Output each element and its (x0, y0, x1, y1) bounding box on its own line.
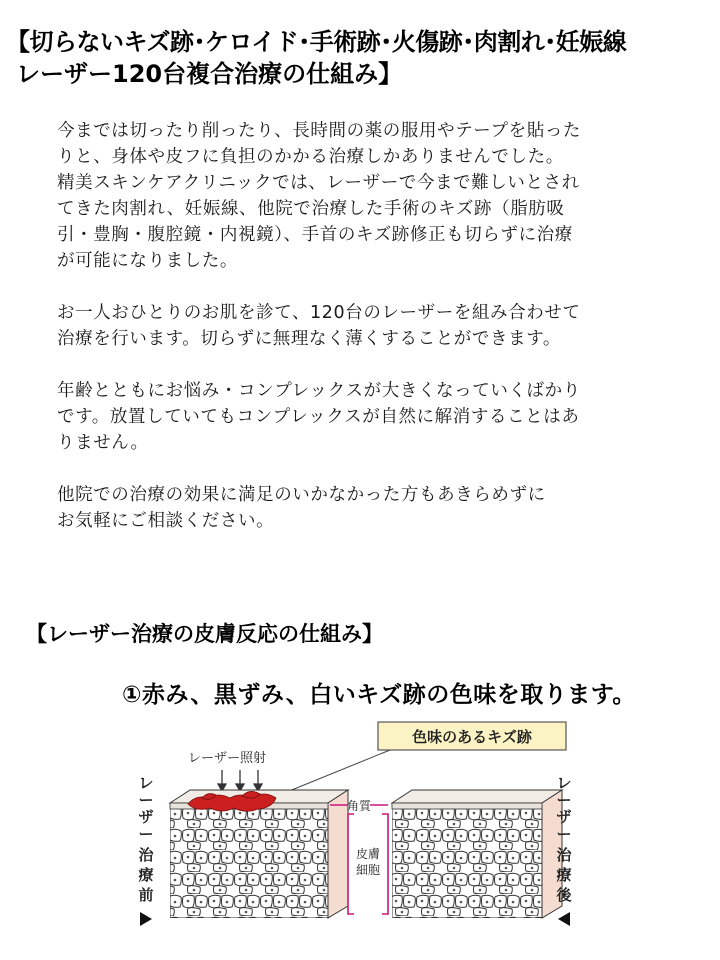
intro-paragraph-2 (57, 300, 677, 352)
text-line: 精美スキンケアクリニックでは、レーザーで今まで難しいとされ (57, 173, 580, 193)
text-line: りません。 (57, 433, 149, 453)
text-line: 今までは切ったり削ったり、長時間の薬の服用やテープを貼った (57, 121, 582, 141)
before-label-char: ー (138, 791, 154, 809)
callout (269, 722, 566, 801)
after-label-char: レ (556, 774, 572, 792)
after-label-char: 治 (556, 846, 572, 864)
intro-paragraph-1 (57, 118, 677, 274)
after-label (555, 774, 572, 926)
text-line: お一人おひとりのお肌を診て、120台のレーザーを組み合わせて (57, 303, 581, 323)
play-left-icon (558, 912, 570, 926)
text-line: てきた肉割れ、妊娠線、他院で治療した手術のキズ跡（脂肪吸 (57, 199, 565, 219)
text-line: 治療を行います。切らずに無理なく薄くすることができます。 (57, 329, 561, 349)
intro-paragraph-4 (57, 482, 677, 534)
callout-label: 色味のあるキズ跡 (412, 728, 532, 746)
layer-stratum-label: 角質 (346, 799, 372, 813)
before-label-char: ー (138, 825, 154, 843)
laser-arrows (218, 770, 262, 791)
text-line: が可能になりました。 (57, 251, 238, 271)
layer-cells-label-1: 皮膚 (355, 847, 381, 861)
text-line: 年齢とともにお悩み・コンプレックスが大きくなっていくばかり (57, 381, 581, 401)
after-label-char: ザ (556, 808, 572, 826)
before-label-char: ザ (138, 808, 154, 826)
step-1-heading: ①赤み、黒ずみ、白いキズ跡の色味を取ります。 (122, 682, 636, 708)
skin-diagram (130, 718, 580, 948)
page-title-line-1: 【切らないキズ跡･ケロイド･手術跡･火傷跡･肉割れ･妊娠線 (6, 28, 627, 56)
text-line: 他院での治療の効果に満足のいかなかった方もあきらめずに (57, 485, 546, 505)
intro-text (57, 118, 677, 560)
play-right-icon (140, 912, 152, 926)
before-label-char: レ (138, 774, 154, 792)
before-label-char: 療 (138, 866, 154, 884)
laser-label: レーザー照射 (188, 751, 267, 766)
after-label-char: 後 (556, 886, 572, 904)
after-label-char: ー (556, 825, 572, 843)
before-label (138, 774, 154, 926)
layer-cells-label-2: 細胞 (355, 863, 381, 877)
after-label-char: 療 (556, 866, 572, 884)
skin-diagram-svg (130, 718, 580, 948)
skin-block-after (392, 790, 562, 918)
before-label-char: 前 (138, 886, 154, 904)
before-label-char: 治 (138, 846, 154, 864)
section-heading: 【レーザー治療の皮膚反応の仕組み】 (26, 622, 383, 646)
text-line: お気軽にご相談ください。 (57, 511, 275, 531)
page-title-line-2: レーザー120台複合治療の仕組み】 (16, 60, 403, 88)
after-label-char: ー (556, 791, 572, 809)
intro-paragraph-3 (57, 378, 677, 456)
text-line: りと、身体や皮フに負担のかかる治療しかありませんでした。 (57, 147, 564, 167)
text-line: です。放置していてもコンプレックスが自然に解消することはあ (57, 407, 580, 427)
skin-block-before (170, 790, 348, 918)
text-line: 引・豊胸・腹腔鏡・内視鏡）、手首のキズ跡修正も切らずに治療 (57, 225, 573, 245)
